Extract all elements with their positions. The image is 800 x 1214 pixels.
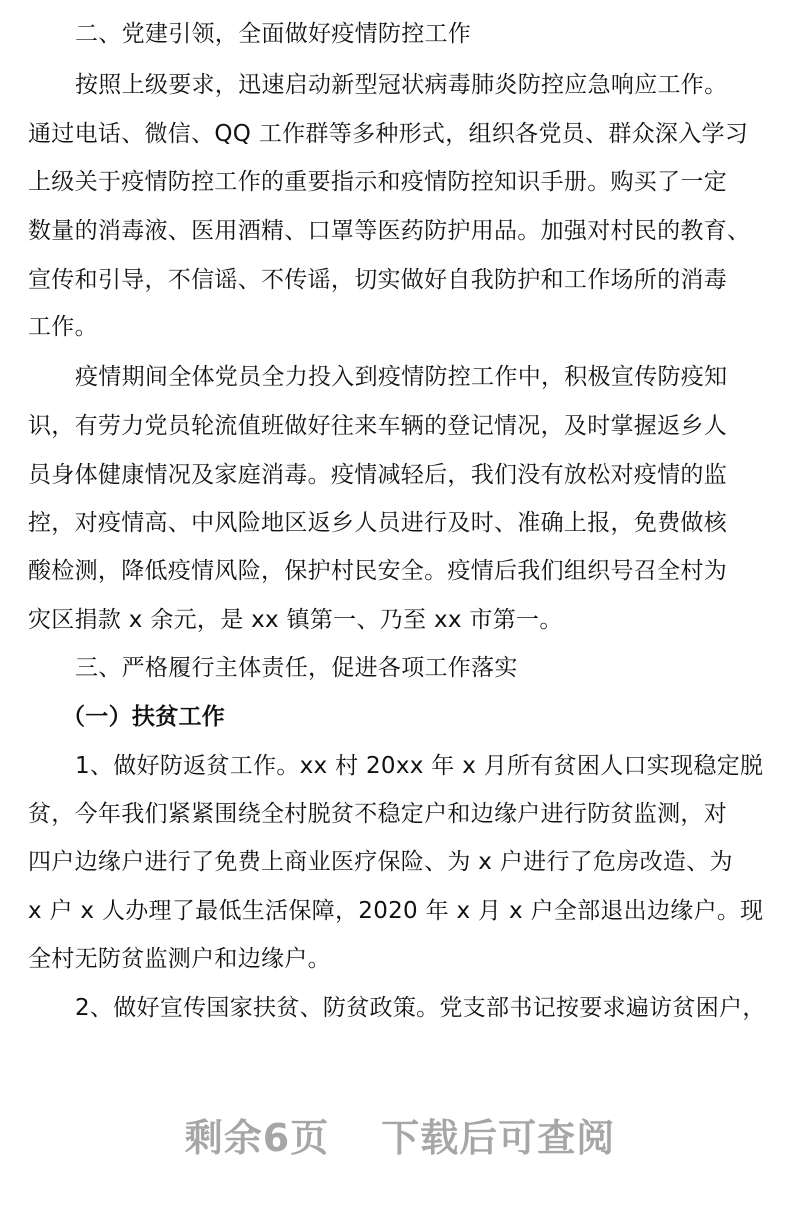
paragraph-line: x 户 x 人办理了最低生活保障，2020 年 x 月 x 户全部退出边缘户。现 (28, 898, 764, 924)
paragraph-line: 员身体健康情况及家庭消毒。疫情减轻后，我们没有放松对疫情的监 (28, 462, 727, 488)
paragraph-line: 2、做好宣传国家扶贫、防贫政策。党支部书记按要求遍访贫困户， (75, 995, 766, 1021)
paragraph-line: 按照上级要求，迅速启动新型冠状病毒肺炎防控应急响应工作。 (75, 72, 728, 98)
section-heading-2: 二、党建引领，全面做好疫情防控工作 (75, 21, 472, 47)
paragraph-line: 酸检测，降低疫情风险，保护村民安全。疫情后我们组织号召全村为 (28, 558, 727, 584)
remaining-pages-text: 剩余6页 (184, 1116, 330, 1160)
paragraph-line: 上级关于疫情防控工作的重要指示和疫情防控知识手册。购买了一定 (28, 169, 727, 195)
paragraph-line: 疫情期间全体党员全力投入到疫情防控工作中，积极宣传防疫知 (75, 364, 728, 390)
paragraph-line: 数量的消毒液、医用酒精、口罩等医药防护用品。加强对村民的教育、 (28, 218, 751, 244)
download-prompt-banner[interactable] (0, 1108, 800, 1168)
paragraph-line: 全村无防贫监测户和边缘户。 (28, 946, 331, 972)
paragraph-line: 通过电话、微信、QQ 工作群等多种形式，组织各党员、群众深入学习 (28, 121, 749, 147)
section-heading-3: 三、严格履行主体责任，促进各项工作落实 (75, 655, 518, 681)
paragraph-line: 识，有劳力党员轮流值班做好往来车辆的登记情况，及时掌握返乡人 (28, 413, 727, 439)
paragraph-line: 工作。 (28, 314, 98, 340)
paragraph-line: 四户边缘户进行了免费上商业医疗保险、为 x 户进行了危房改造、为 (28, 849, 733, 875)
paragraph-line: 1、做好防返贫工作。xx 村 20xx 年 x 月所有贫困人口实现稳定脱 (75, 753, 764, 779)
paragraph-line: 灾区捐款 x 余元，是 xx 镇第一、乃至 xx 市第一。 (28, 607, 563, 633)
paragraph-line: 贫，今年我们紧紧围绕全村脱贫不稳定户和边缘户进行防贫监测，对 (28, 801, 727, 827)
paragraph-line: 宣传和引导，不信谣、不传谣，切实做好自我防护和工作场所的消毒 (28, 267, 727, 293)
download-to-view-text: 下载后可查阅 (381, 1116, 616, 1160)
subsection-heading: （一）扶贫工作 (62, 704, 226, 730)
paragraph-line: 控，对疫情高、中风险地区返乡人员进行及时、准确上报，免费做核 (28, 510, 727, 536)
